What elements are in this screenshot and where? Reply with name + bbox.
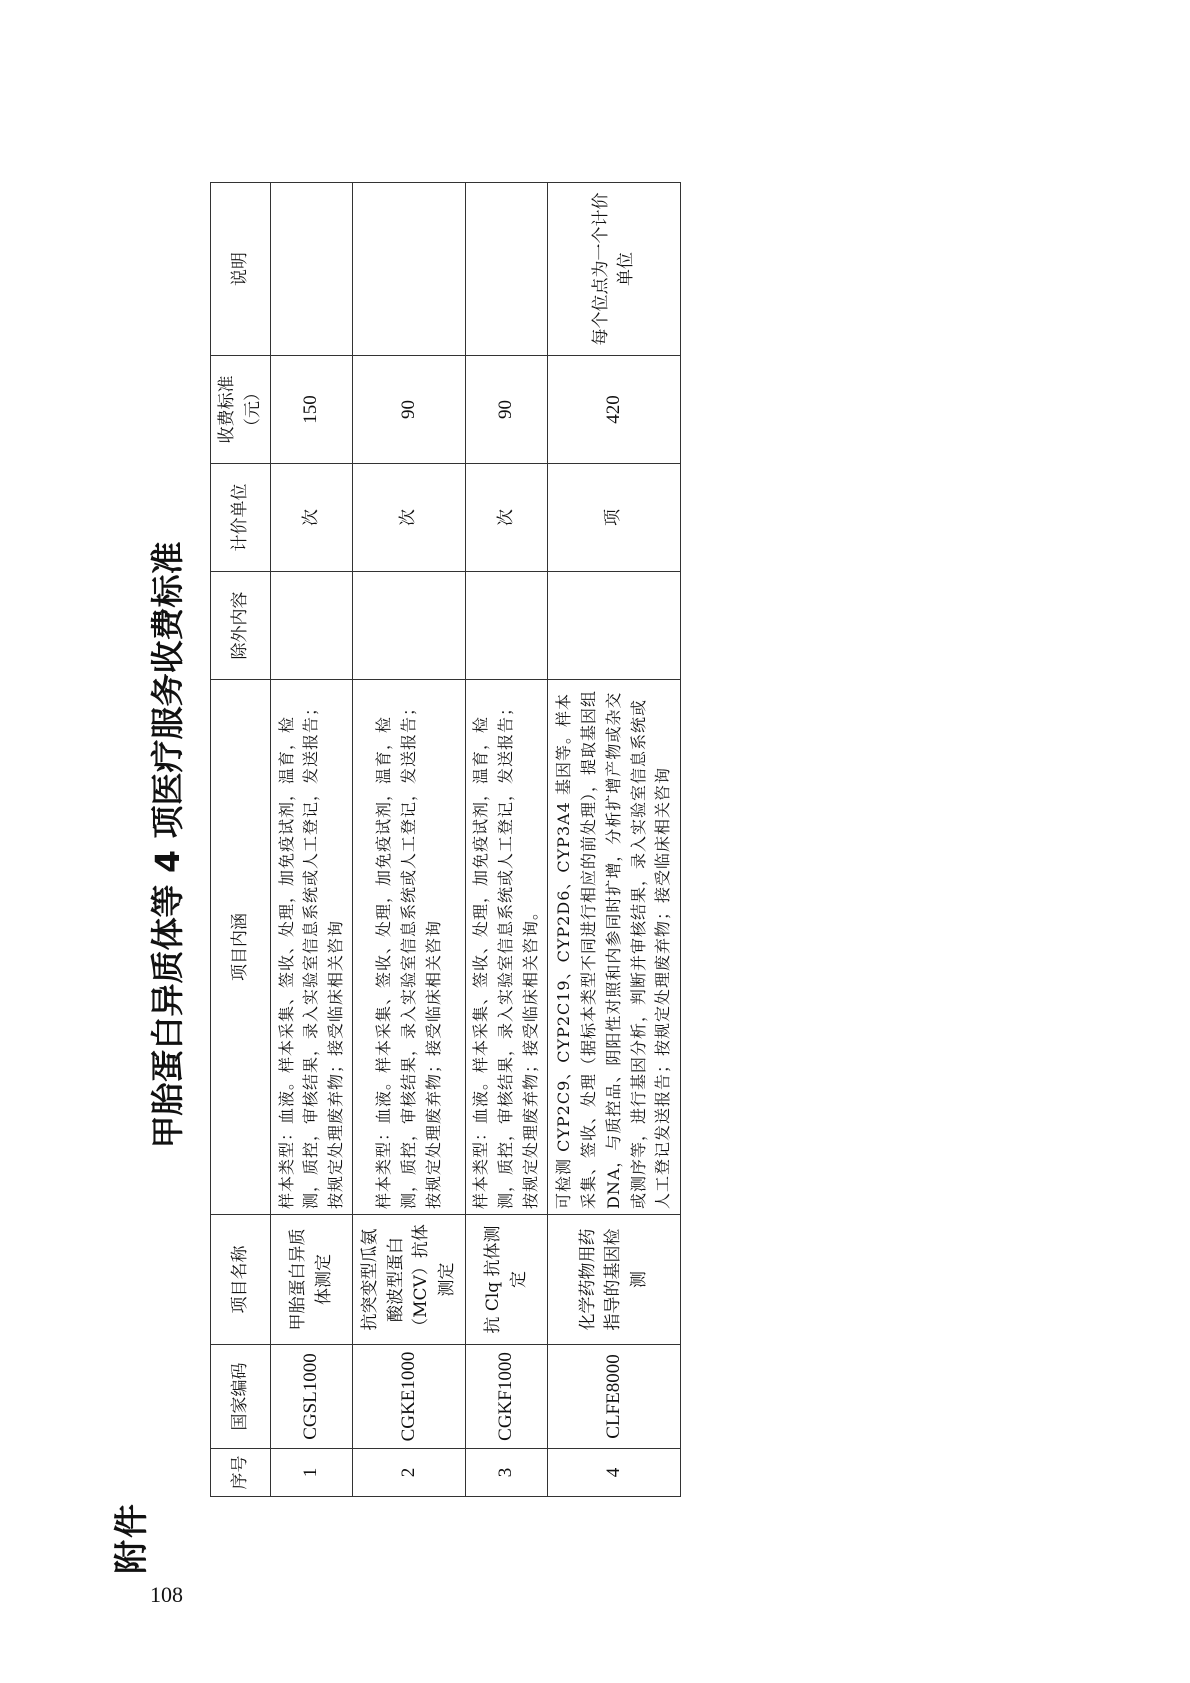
attachment-label: 附件 <box>112 1502 152 1574</box>
page-number: 108 <box>150 1582 183 1607</box>
row-code: CGSL1000 <box>271 1345 353 1449</box>
header-name: 项目名称 <box>211 1215 271 1345</box>
row-content: 可检测 CYP2C9、CYP2C19、CYP2D6、CYP3A4 基因等。样本采集、签收、处理（据标本类型不同进行相应的前处理），提取基因组DNA，与质控品、阴阳性对照和内参同时扩增，分析扩增产物或杂交或测序等，进行基因分析，判断并审核结果，录入实验室信息系统或人工登记发送报告；按规定处理废弃物；接受临床相关咨询 <box>548 680 681 1215</box>
row-code: CLFE8000 <box>548 1345 681 1449</box>
row-exclusions <box>353 572 465 680</box>
table-row <box>353 183 465 1497</box>
header-notes: 说明 <box>211 183 271 356</box>
row-exclusions <box>465 572 547 680</box>
row-name: 抗 Clq 抗体测定 <box>465 1215 547 1345</box>
row-notes <box>271 183 353 356</box>
fee-table <box>210 182 681 1497</box>
row-price: 420 <box>548 356 681 464</box>
row-code: CGKE1000 <box>353 1345 465 1449</box>
row-price: 90 <box>465 356 547 464</box>
header-unit: 计价单位 <box>211 464 271 572</box>
page-title: 甲胎蛋白异质体等 4 项医疗服务收费标准 <box>148 541 187 1149</box>
row-price: 90 <box>353 356 465 464</box>
header-exclusions: 除外内容 <box>211 572 271 680</box>
row-unit: 次 <box>465 464 547 572</box>
row-name: 化学药物用药指导的基因检测 <box>548 1215 681 1345</box>
rotated-page-content <box>86 110 686 1580</box>
row-price: 150 <box>271 356 353 464</box>
table-row <box>271 183 353 1497</box>
row-name: 抗突变型瓜氨酸波型蛋白（MCV）抗体测定 <box>353 1215 465 1345</box>
row-notes: 每个位点为一个计价单位 <box>548 183 681 356</box>
row-content: 样本类型：血液。样本采集、签收、处理，加免疫试剂，温育，检测，质控，审核结果，录入实验室信息系统或人工登记，发送报告；按规定处理废弃物；接受临床相关咨询 <box>353 680 465 1215</box>
row-notes <box>353 183 465 356</box>
row-unit: 次 <box>353 464 465 572</box>
row-notes <box>465 183 547 356</box>
table-header-row <box>211 183 271 1497</box>
header-seq: 序号 <box>211 1449 271 1497</box>
row-content: 样本类型：血液。样本采集、签收、处理，加免疫试剂，温育，检测，质控，审核结果，录入实验室信息系统或人工登记，发送报告；按规定处理废弃物；接受临床相关咨询。 <box>465 680 547 1215</box>
row-seq: 3 <box>465 1449 547 1497</box>
row-exclusions <box>548 572 681 680</box>
row-name: 甲胎蛋白异质体测定 <box>271 1215 353 1345</box>
header-content: 项目内涵 <box>211 680 271 1215</box>
table-row <box>465 183 547 1497</box>
header-code: 国家编码 <box>211 1345 271 1449</box>
table-row <box>548 183 681 1497</box>
row-code: CGKF1000 <box>465 1345 547 1449</box>
row-content: 样本类型：血液。样本采集、签收、处理，加免疫试剂，温育，检测，质控，审核结果，录入实验室信息系统或人工登记，发送报告；按规定处理废弃物；接受临床相关咨询 <box>271 680 353 1215</box>
header-price: 收费标准（元） <box>211 356 271 464</box>
row-unit: 项 <box>548 464 681 572</box>
row-unit: 次 <box>271 464 353 572</box>
row-exclusions <box>271 572 353 680</box>
row-seq: 4 <box>548 1449 681 1497</box>
row-seq: 2 <box>353 1449 465 1497</box>
row-seq: 1 <box>271 1449 353 1497</box>
